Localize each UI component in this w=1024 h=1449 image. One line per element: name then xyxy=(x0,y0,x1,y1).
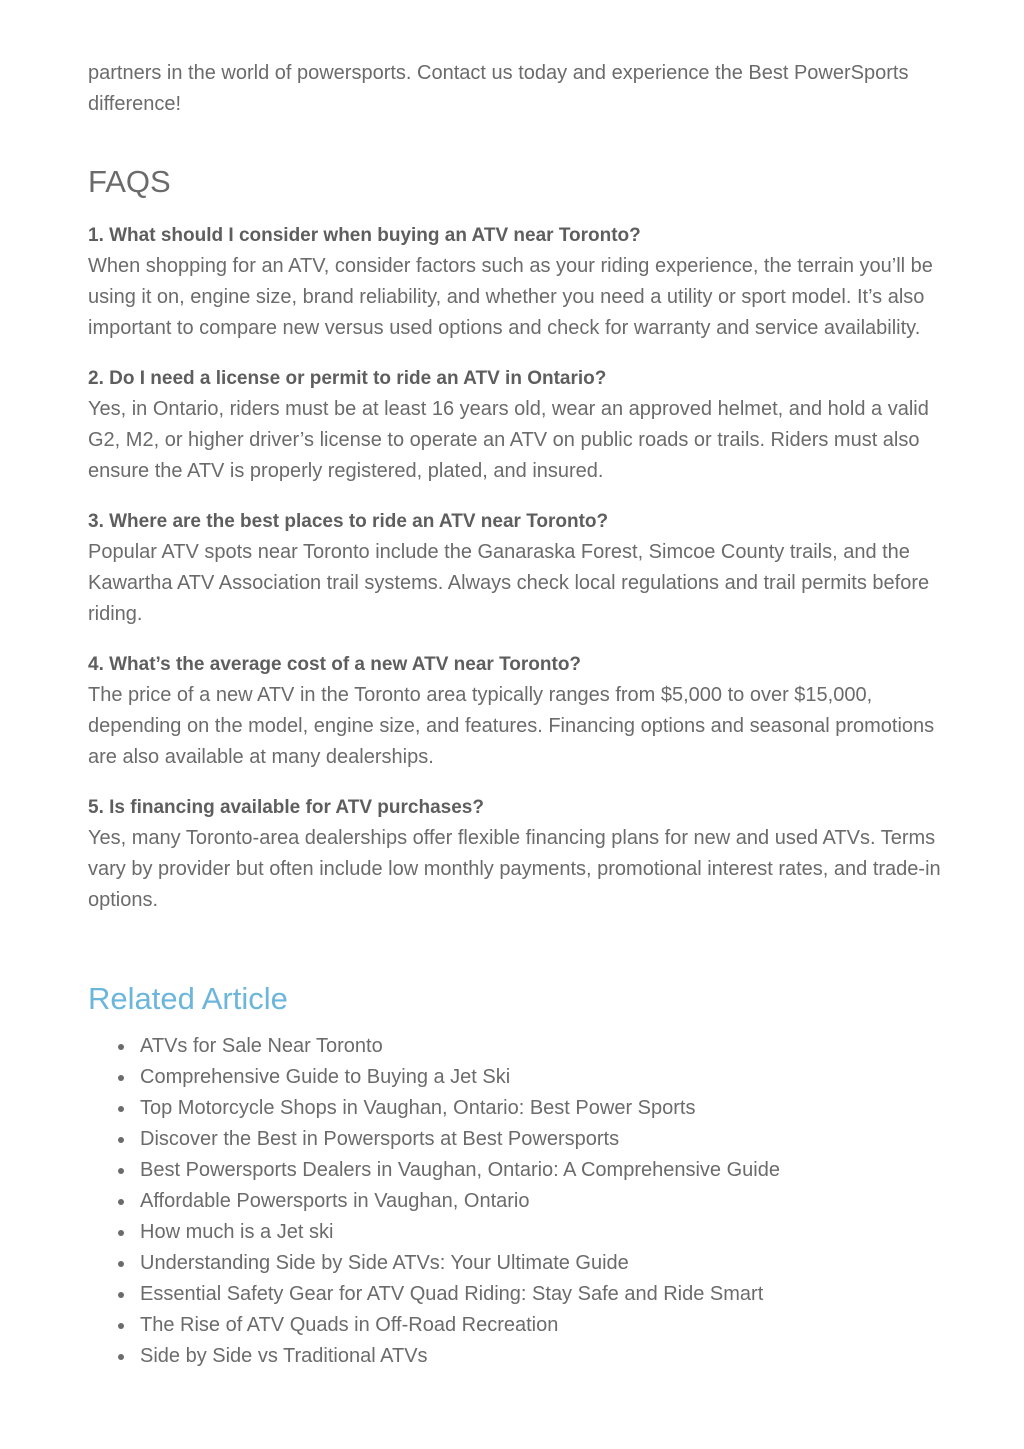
bullet-icon xyxy=(118,1168,124,1174)
faqs-heading: FAQS xyxy=(88,164,171,199)
related-article-link[interactable] xyxy=(114,1279,964,1310)
faq-question: 5. Is financing available for ATV purchases? xyxy=(88,797,484,818)
bullet-icon xyxy=(118,1261,124,1267)
faq-item xyxy=(88,649,964,773)
faq-question: 1. What should I consider when buying an ATV near Toronto? xyxy=(88,225,641,246)
related-article-link[interactable] xyxy=(114,1248,964,1279)
related-article-label[interactable]: ATVs for Sale Near Toronto xyxy=(140,1035,383,1057)
related-article-label[interactable]: How much is a Jet ski xyxy=(140,1221,334,1243)
related-article-link[interactable] xyxy=(114,1031,964,1062)
related-article-label[interactable]: Discover the Best in Powersports at Best Powersports xyxy=(140,1128,620,1150)
related-article-link[interactable] xyxy=(114,1093,964,1124)
related-article-link[interactable] xyxy=(114,1341,964,1372)
related-article-heading: Related Article xyxy=(88,981,288,1016)
related-article-label[interactable]: Essential Safety Gear for ATV Quad Riding: Stay Safe and Ride Smart xyxy=(140,1283,764,1305)
faq-answer: When shopping for an ATV, consider factors such as your riding experience, the terrain you’ll be using it on, engine size, brand reliability, and whether you need a utility or sport model. It’s also important to compare new versus used options and check for warranty and service availability. xyxy=(88,255,933,339)
related-article-label[interactable]: The Rise of ATV Quads in Off-Road Recreation xyxy=(140,1314,559,1336)
faq-item xyxy=(88,363,964,487)
related-article-label[interactable]: Understanding Side by Side ATVs: Your Ultimate Guide xyxy=(140,1252,629,1274)
related-article-label[interactable]: Best Powersports Dealers in Vaughan, Ontario: A Comprehensive Guide xyxy=(140,1159,780,1181)
related-article-link[interactable] xyxy=(114,1155,964,1186)
faq-answer: Popular ATV spots near Toronto include the Ganaraska Forest, Simcoe County trails, and the Kawartha ATV Association trail systems. Always check local regulations and trail permits before riding. xyxy=(88,541,930,625)
faq-question: 3. Where are the best places to ride an ATV near Toronto? xyxy=(88,511,609,532)
faq-answer: Yes, many Toronto-area dealerships offer flexible financing plans for new and used ATVs. Terms vary by provider but often include low monthly payments, promotional interest rates, and trade-in options. xyxy=(88,827,941,911)
bullet-icon xyxy=(118,1230,124,1236)
faq-item xyxy=(88,220,964,344)
related-article-link[interactable] xyxy=(114,1062,964,1093)
bullet-icon xyxy=(118,1075,124,1081)
related-article-link[interactable] xyxy=(114,1310,964,1341)
related-article-label[interactable]: Top Motorcycle Shops in Vaughan, Ontario: Best Power Sports xyxy=(140,1097,696,1119)
related-article-link[interactable] xyxy=(114,1186,964,1217)
bullet-icon xyxy=(118,1323,124,1329)
faq-item xyxy=(88,792,964,916)
related-article-list xyxy=(88,1031,964,1372)
faq-list xyxy=(88,220,964,916)
related-article-label[interactable]: Affordable Powersports in Vaughan, Ontario xyxy=(140,1190,530,1212)
faq-question: 4. What’s the average cost of a new ATV near Toronto? xyxy=(88,654,582,675)
bullet-icon xyxy=(118,1137,124,1143)
bullet-icon xyxy=(118,1292,124,1298)
related-article-label[interactable]: Comprehensive Guide to Buying a Jet Ski xyxy=(140,1066,511,1088)
faq-item xyxy=(88,506,964,630)
bullet-icon xyxy=(118,1354,124,1360)
bullet-icon xyxy=(118,1106,124,1112)
faq-answer: Yes, in Ontario, riders must be at least 16 years old, wear an approved helmet, and hold a valid G2, M2, or higher driver’s license to operate an ATV on public roads or trails. Riders must also ensure the ATV is properly registered, plated, and insured. xyxy=(88,398,929,482)
bullet-icon xyxy=(118,1199,124,1205)
bullet-icon xyxy=(118,1044,124,1050)
faq-answer: The price of a new ATV in the Toronto area typically ranges from $5,000 to over $15,000, depending on the model, engine size, and features. Financing options and seasonal promotions are also available at many dealerships. xyxy=(88,684,935,768)
faq-question: 2. Do I need a license or permit to ride an ATV in Ontario? xyxy=(88,368,607,389)
related-article-link[interactable] xyxy=(114,1124,964,1155)
related-article-link[interactable] xyxy=(114,1217,964,1248)
intro-paragraph: partners in the world of powersports. Contact us today and experience the Best PowerSports difference! xyxy=(88,62,909,115)
related-article-label[interactable]: Side by Side vs Traditional ATVs xyxy=(140,1345,428,1367)
